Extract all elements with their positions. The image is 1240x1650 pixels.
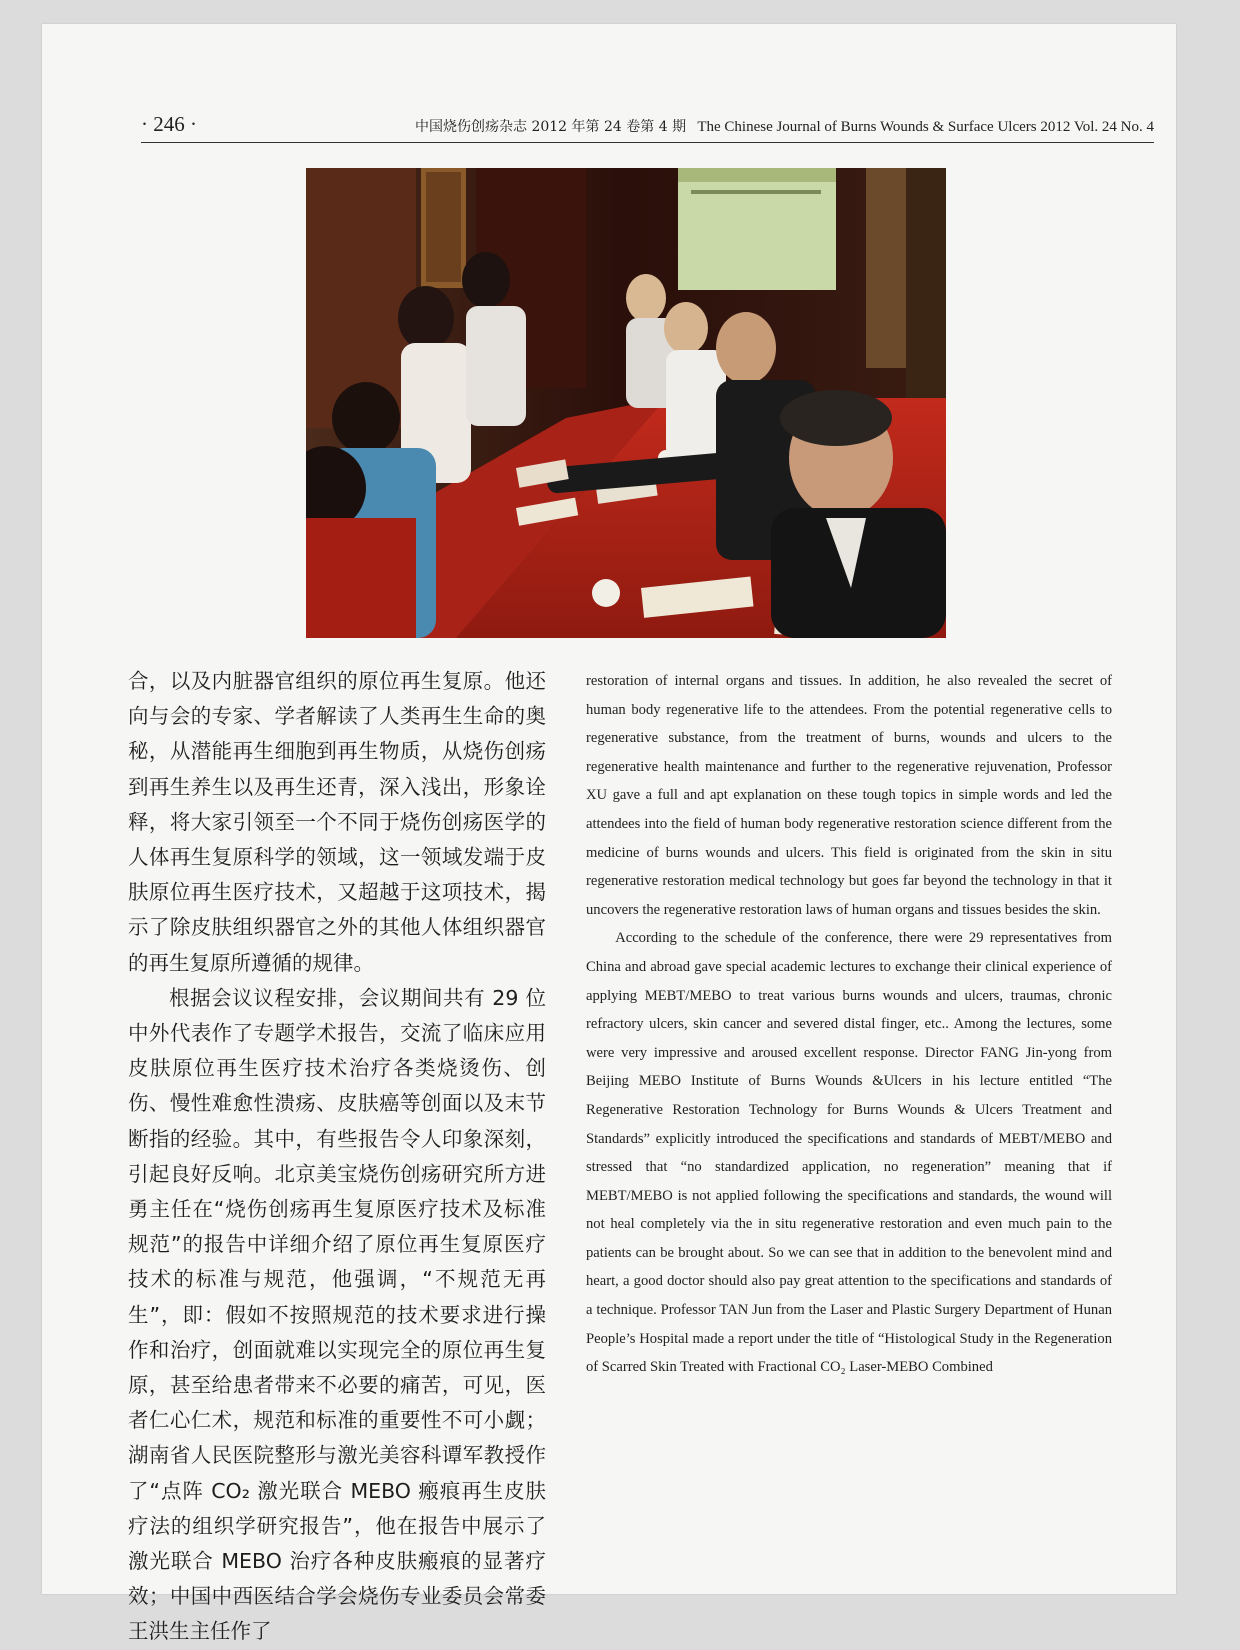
paragraph-cn-2: 根据会议议程安排，会议期间共有 29 位中外代表作了专题学术报告，交流了临床应用皮肤原位再生医疗技术治疗各类烧烫伤、创伤、慢性难愈性溃疡、皮肤癌等创面以及末节断指的经验。其中，有些报告令人印象深刻，引起良好反响。北京美宝烧伤创疡研究所方进勇主任在“烧伤创疡再生复原医疗技术及标准规范”的报告中详细介绍了原位再生复原医疗技术的标准与规范，他强调，“不规范无再生”，即：假如不按照规范的技术要求进行操作和治疗，创面就难以实现完全的原位再生复原，甚至给患者带来不必要的痛苦，可见，医者仁心仁术，规范和标准的重要性不可小觑；湖南省人民医院整形与激光美容科谭军教授作了“点阵 CO₂ 激光联合 MEBO 瘢痕再生皮肤疗法的组织学研究报告”，他在报告中展示了激光联合 MEBO 治疗各种皮肤瘢痕的显著疗效；中国中西医结合学会烧伤专业委员会常委王洪生主任作了 xyxy=(128,985,546,1644)
journal-title-cn: 中国烧伤创疡杂志 2012 年第 24 卷第 4 期 xyxy=(415,119,687,135)
journal-citation xyxy=(415,116,1154,136)
journal-title-en: The Chinese Journal of Burns Wounds & Surface Ulcers 2012 Vol. 24 No. 4 xyxy=(697,119,1154,135)
body-column-chinese xyxy=(128,664,546,1650)
running-header xyxy=(141,112,1154,143)
paragraph-cn-1: 合，以及内脏器官组织的原位再生复原。他还向与会的专家、学者解读了人类再生生命的奥秘，从潜能再生细胞到再生物质，从烧伤创疡到再生养生以及再生还青，深入浅出，形象诠释，将大家引领至一个不同于烧伤创疡医学的人体再生复原科学的领域，这一领域发端于皮肤原位再生医疗技术，又超越于这项技术，揭示了除皮肤组织器官之外的其他人体组织器官的再生复原所遵循的规律。 xyxy=(128,669,546,975)
paragraph-en-2: According to the schedule of the conference, there were 29 representatives from China and abroad gave special academic lectures to exchange their clinical experience of applying MEBT/MEBO to treat various burns wounds and ulcers, traumas, chronic refractory ulcers, skin cancer and severed distal finger, etc.. Among the lectures, some were very impressive and aroused excellent response. Director FANG Jin-yong from Beijing MEBO Institute of Burns Wounds &Ulcers in his lecture entitled “The Regenerative Restoration Technology for Burns Wounds & Ulcers Treatment and Standards” explicitly introduced the specifications and standards of MEBT/MEBO and stressed that “no standardized application, no regeneration” meaning that if MEBT/MEBO is not applied following the specifications and standards, the wound will not heal completely via the in situ regenerative restoration and even much pain to the patients can be brought about. So we can see that in addition to the benevolent mind and heart, a good doctor should also pay great attention to the specifications and standards of a technique. Professor TAN Jun from the Laser and Plastic Surgery Department of Hunan People’s Hospital made a report under the title of “Histological Study in the Regeneration of Scarred Skin Treated with Fractional CO₂ Laser-MEBO Combined xyxy=(586,930,1112,1376)
conference-photo-illustration xyxy=(306,168,946,638)
page-number: · 246 · xyxy=(141,112,197,136)
conference-photo xyxy=(306,168,946,638)
body-column-english xyxy=(586,667,1112,1382)
paragraph-en-1: restoration of internal organs and tissues. In addition, he also revealed the secret of human body regenerative life to the attendees. From the potential regenerative cells to regenerative substance, from the treatment of burns, wounds and ulcers to the regenerative health maintenance and further to the regenerative rejuvenation, Professor XU gave a full and apt explanation on these tough topics in simple words and led the attendees into the field of human body regenerative restoration science different from the medicine of burns wounds and ulcers. This field is originated from the skin in situ regenerative restoration medical technology but goes far beyond the technology in that it uncovers the regenerative restoration laws of human organs and tissues besides the skin. xyxy=(586,673,1112,918)
